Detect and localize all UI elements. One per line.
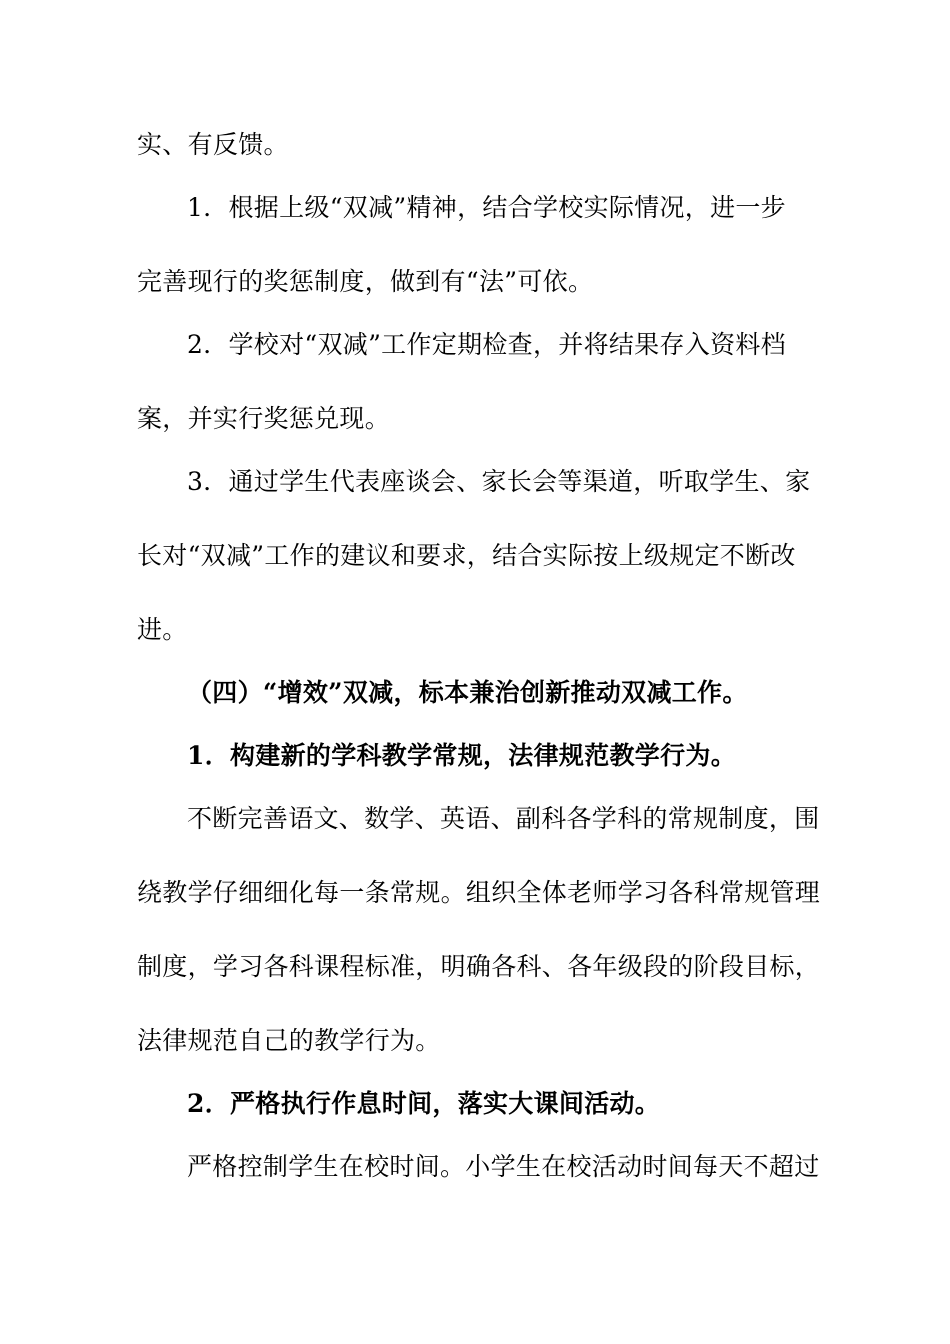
paragraph-line: 法律规范自己的教学行为。: [137, 1026, 441, 1055]
list-item-2-line: 案，并实行奖惩兑现。: [137, 404, 391, 433]
list-item-3-line: 进。: [137, 615, 188, 644]
list-item-3-line: 3．通过学生代表座谈会、家长会等渠道，听取学生、家: [187, 467, 811, 496]
subsection-heading-1: 1．构建新的学科教学常规，法律规范教学行为。: [187, 741, 736, 770]
list-item-1-line: 完善现行的奖惩制度，做到有“法”可依。: [137, 267, 594, 296]
paragraph-line: 制度，学习各科课程标准，明确各科、各年级段的阶段目标，: [137, 952, 821, 981]
paragraph-line: 严格控制学生在校时间。小学生在校活动时间每天不超过: [187, 1152, 820, 1181]
subsection-heading-2: 2．严格执行作息时间，落实大课间活动。: [187, 1089, 661, 1118]
section-heading: （四）“增效”双减，标本兼治创新推动双减工作。: [187, 678, 748, 707]
paragraph-line: 不断完善语文、数学、英语、副科各学科的常规制度，围: [187, 804, 820, 833]
paragraph-line: 实、有反馈。: [137, 130, 289, 159]
list-item-1-line: 1．根据上级“双减”精神，结合学校实际情况，进一步: [187, 193, 786, 222]
list-item-2-line: 2．学校对“双减”工作定期检查，并将结果存入资料档: [187, 330, 786, 359]
paragraph-line: 绕教学仔细细化每一条常规。组织全体老师学习各科常规管理: [137, 878, 821, 907]
list-item-3-line: 长对“双减”工作的建议和要求，结合实际按上级规定不断改: [137, 541, 796, 570]
